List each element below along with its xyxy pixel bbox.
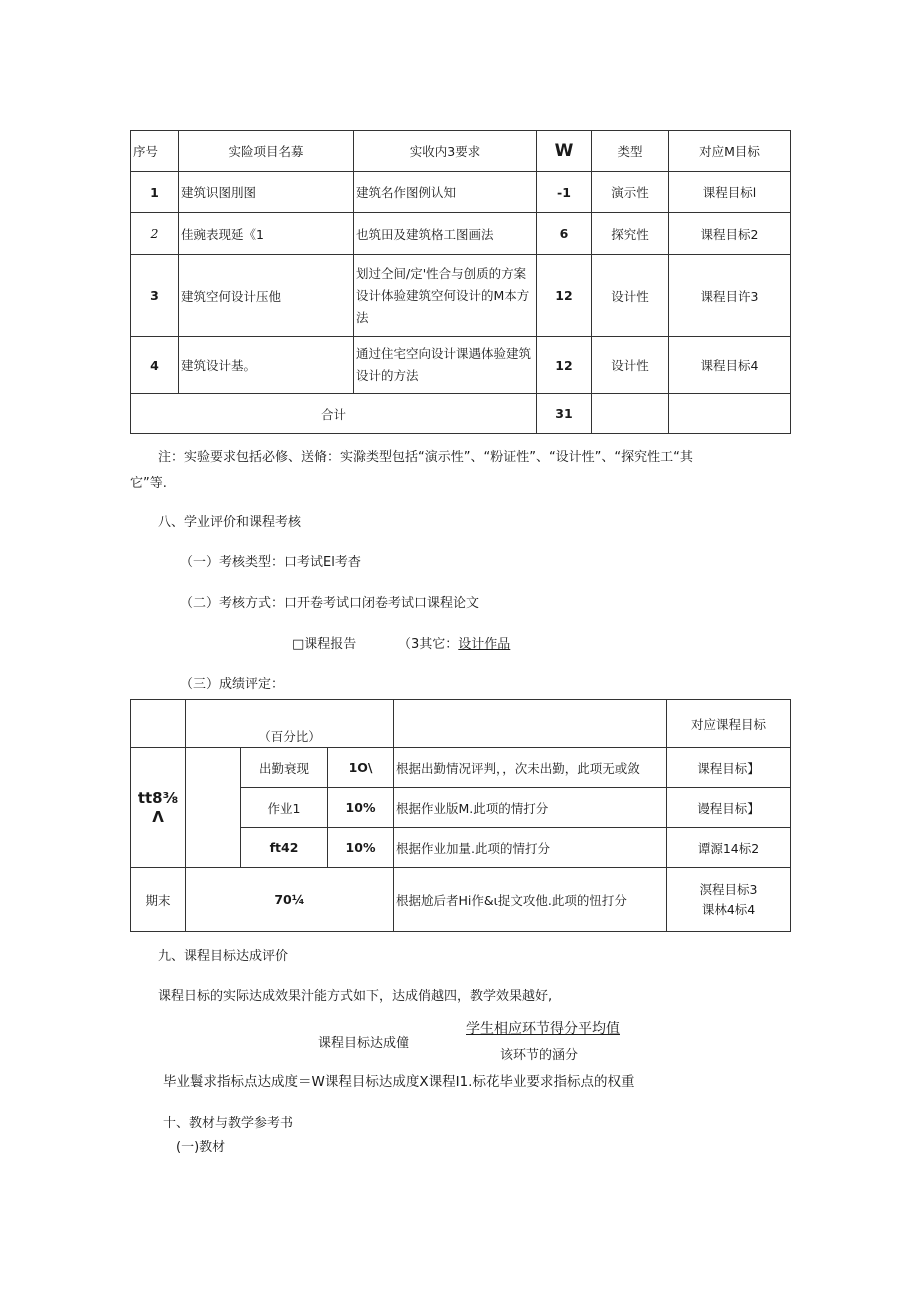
grade-header-row — [131, 700, 791, 748]
final-label: 期末 — [131, 868, 186, 932]
section8-title: 八、学业评价和课程考核 — [158, 515, 302, 530]
table-row — [131, 255, 791, 337]
grade-desc: 根据作业版M.此项的情打分 — [394, 788, 667, 828]
row-goal: 课程目标2 — [669, 213, 791, 255]
grade-goal: 谭源14标2 — [667, 828, 791, 868]
assess-type: （一）考核类型：口考试El考杳 — [180, 555, 361, 570]
final-desc: 根据尬后者Hi作&ι捉文攻他.此项的忸打分 — [394, 868, 667, 932]
grade-goal: 谩程目标】 — [667, 788, 791, 828]
header-hours: W — [537, 131, 592, 172]
total-goal-empty — [669, 394, 791, 434]
grade-item: 作业1 — [241, 788, 328, 828]
row-type: 演示性 — [592, 172, 669, 213]
row-name: 建筑识图刖图 — [179, 172, 354, 213]
row-req: 也筑田及建筑格工图画法 — [354, 213, 537, 255]
row-type: 探究性 — [592, 213, 669, 255]
formula-denominator: 该环节的涵分 — [500, 1048, 579, 1063]
assess-other-prefix: （3其它： — [398, 637, 459, 652]
textbook-label: (一)教材 — [176, 1140, 226, 1155]
formula2: 毕业鬟求指标点达成度＝W课程目标达成度X课程I1.标花毕业要求指标点的权重 — [163, 1074, 635, 1090]
row-req: 通过住宅空向设计课遇体验建筑设计的方法 — [354, 337, 537, 394]
row-name: 建筑设计基。 — [179, 337, 354, 394]
experiment-table — [130, 130, 791, 434]
assess-other-value: 设计作品 — [458, 637, 511, 652]
row-hours: 12 — [537, 255, 592, 337]
header-goal-text: 对应M目标 — [699, 144, 760, 159]
header-req: 实收内3要求 — [354, 131, 537, 172]
usual-pct-empty — [186, 748, 241, 868]
header-no: 序号 — [131, 131, 179, 172]
row-req: 划过仝间/定'性合与创质的方案设计体验建筑空何设计的M本方法 — [354, 255, 537, 337]
grade-goal: 课程目标】 — [667, 748, 791, 788]
formula-numerator-text: 学生相应环节得分平均值 — [466, 1021, 620, 1037]
row-hours: 6 — [537, 213, 592, 255]
formula-numerator — [466, 1018, 620, 1038]
usual-label: tt8⅜ Λ — [131, 748, 186, 868]
grade-pct: 1O\ — [328, 748, 394, 788]
table-row — [131, 213, 791, 255]
grade-item: 出勤衰现 — [241, 748, 328, 788]
grade-desc: 根据作业加量.此项的情打分 — [394, 828, 667, 868]
row-no: 2 — [131, 213, 179, 255]
row-type: 设计性 — [592, 337, 669, 394]
total-row — [131, 394, 791, 434]
row-no: 1 — [131, 172, 179, 213]
grade-header-goal: 对应课程目标 — [667, 700, 791, 748]
grade-pct: 10% — [328, 828, 394, 868]
grade-header-empty — [131, 700, 186, 748]
final-goal-2: 课林4标4 — [701, 901, 756, 917]
row-req: 建筑名作图例认知 — [354, 172, 537, 213]
header-goal — [669, 131, 791, 172]
grade-item: ft42 — [241, 828, 328, 868]
grade-desc: 根据出勤情况评判，，次未出勤，此项无或敛 — [394, 748, 667, 788]
grade-pct: 10% — [328, 788, 394, 828]
table-row — [131, 172, 791, 213]
final-goal-1: 溟程目标3 — [699, 881, 758, 897]
row-hours: -1 — [537, 172, 592, 213]
total-type-empty — [592, 394, 669, 434]
header-type: 类型 — [592, 131, 669, 172]
grade-header-pct: （百分比） — [186, 700, 394, 748]
row-no: 4 — [131, 337, 179, 394]
note-line-2: 它”等. — [130, 476, 167, 491]
table-header-row — [131, 131, 791, 172]
row-goal: 课程目标4 — [669, 337, 791, 394]
row-name: 建筑空何设计压他 — [179, 255, 354, 337]
table-row — [131, 748, 791, 788]
total-label: 合计 — [131, 394, 537, 434]
total-value: 31 — [537, 394, 592, 434]
assess-report: □课程报告 — [292, 637, 357, 652]
row-no: 3 — [131, 255, 179, 337]
grade-table — [130, 699, 791, 932]
header-name: 实险项目名募 — [179, 131, 354, 172]
assess-method: （二）考核方式：口开卷考试口闭卷考试口课程论文 — [180, 596, 480, 611]
grade-header-desc-empty — [394, 700, 667, 748]
final-row — [131, 868, 791, 932]
row-type: 设计性 — [592, 255, 669, 337]
row-hours: 12 — [537, 337, 592, 394]
row-name: 佳豌表现延《1 — [179, 213, 354, 255]
grade-title: （三）成绩评定： — [180, 677, 285, 692]
final-pct: 70¼ — [186, 868, 394, 932]
section10-title: 十、教材与教学参考书 — [163, 1116, 294, 1131]
section9-text: 课程日标的实际达成效果汁能方式如下，达成俏越四，教学效果越好, — [158, 989, 553, 1004]
table-row — [131, 337, 791, 394]
row-goal: 课程目标l — [669, 172, 791, 213]
formula-label: 课程目标达成僮 — [318, 1036, 410, 1051]
section9-title: 九、课程目标达成评价 — [158, 949, 289, 964]
row-goal: 课程目许3 — [669, 255, 791, 337]
note-line-1: 注：实验要求包括必修、送脩：实滁类型包括“演示性”、“粉证性”、“设计性”、“探究性工“其 — [158, 450, 693, 465]
final-goal — [667, 868, 791, 932]
assess-other — [398, 633, 510, 652]
